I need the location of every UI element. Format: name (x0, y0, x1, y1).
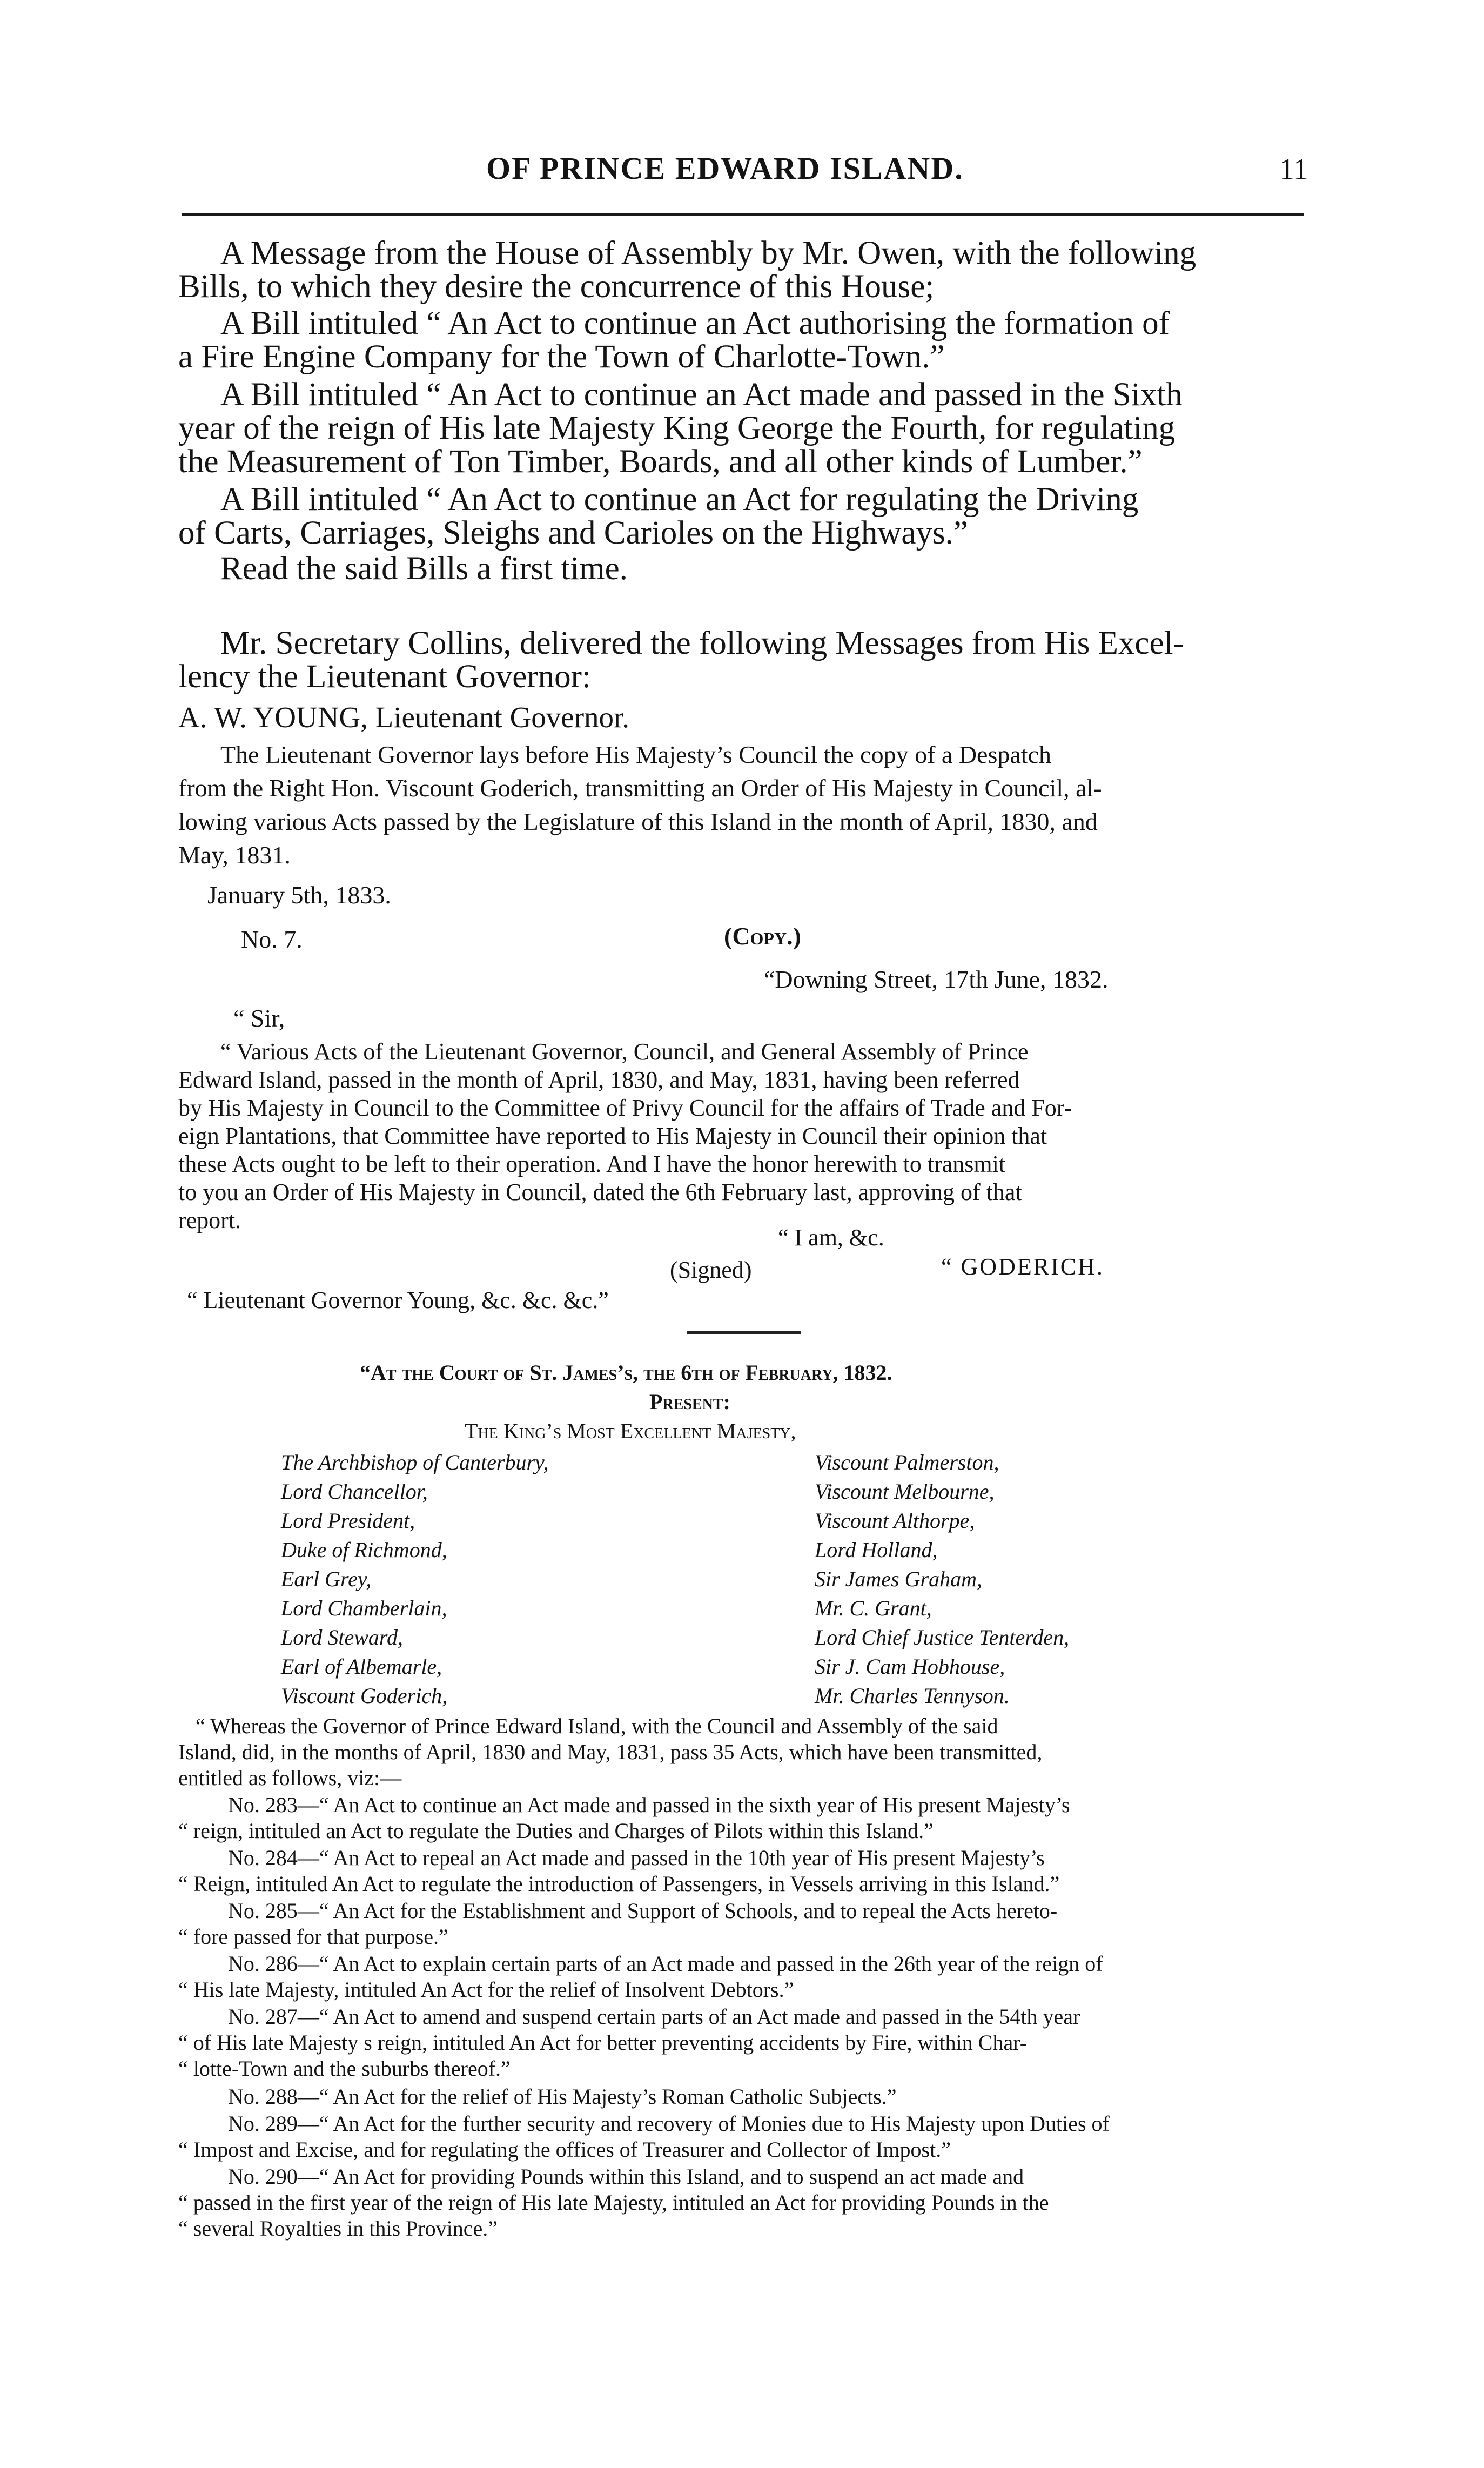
privy-councillor: Viscount Althorpe, (815, 1508, 975, 1533)
signer: “ GODERICH. (941, 1253, 1104, 1280)
privy-councillor: Lord Steward, (281, 1625, 403, 1649)
text-line: A Bill intituled “ An Act to continue an Act made and passed in the Sixth (220, 377, 1183, 413)
act-entry: No. 283—“ An Act to continue an Act made and passed in the sixth year of His present Majesty’s (228, 1793, 1070, 1817)
privy-councillor: Mr. C. Grant, (815, 1596, 932, 1620)
act-entry: “ His late Majesty, intituled An Act for the relief of Insolvent Debtors.” (178, 1977, 794, 2002)
privy-councillor: Sir James Graham, (815, 1567, 982, 1591)
text-line: year of the reign of His late Majesty King George the Fourth, for regulating (178, 410, 1176, 446)
privy-councillor: Earl of Albemarle, (281, 1654, 442, 1679)
act-entry: No. 290—“ An Act for providing Pounds within this Island, and to suspend an act made and (228, 2164, 1024, 2189)
act-entry: No. 289—“ An Act for the further security and recovery of Monies due to His Majesty upon Duties of (228, 2111, 1110, 2136)
section-divider (687, 1331, 801, 1334)
text-line: A Message from the House of Assembly by Mr. Owen, with the following (220, 235, 1197, 271)
text-line: lency the Lieutenant Governor: (178, 659, 591, 695)
text-line: to you an Order of His Majesty in Council, dated the 6th February last, approving of that (178, 1179, 1022, 1205)
privy-councillor: Lord Chamberlain, (281, 1596, 447, 1620)
despatch-number: No. 7. (241, 925, 303, 953)
act-entry: “ Impost and Excise, and for regulating the offices of Treasurer and Collector of Impost.” (178, 2137, 951, 2162)
text-line: the Measurement of Ton Timber, Boards, and all other kinds of Lumber.” (178, 444, 1143, 480)
present-label: Present: (649, 1390, 730, 1414)
text-line: report. (178, 1207, 241, 1233)
privy-councillor: Lord Chancellor, (281, 1479, 428, 1504)
text-line: Bills, to which they desire the concurrence of this House; (178, 269, 935, 305)
act-entry: No. 288—“ An Act for the relief of His Majesty’s Roman Catholic Subjects.” (228, 2084, 897, 2109)
privy-councillor: Viscount Melbourne, (815, 1479, 995, 1504)
header-rule (182, 213, 1304, 216)
text-line: Island, did, in the months of April, 1830 and May, 1831, pass 35 Acts, which have been transmitted, (178, 1740, 1043, 1764)
text-line: eign Plantations, that Committee have reported to His Majesty in Council their opinion that (178, 1123, 1047, 1149)
text-line: “ Various Acts of the Lieutenant Governor, Council, and General Assembly of Prince (220, 1038, 1029, 1065)
privy-councillor: Viscount Palmerston, (815, 1450, 999, 1474)
running-header: OF PRINCE EDWARD ISLAND. (486, 151, 964, 186)
signature-line: A. W. YOUNG, Lieutenant Governor. (178, 701, 630, 734)
act-entry: No. 284—“ An Act to repeal an Act made and passed in the 10th year of His present Majesty’s (228, 1846, 1045, 1870)
addressee: “ Lieutenant Governor Young, &c. &c. &c.” (187, 1287, 609, 1313)
court-heading: “At the Court of St. James’s, the 6th of February, 1832. (360, 1360, 892, 1385)
text-line: from the Right Hon. Viscount Goderich, transmitting an Order of His Majesty in Council, al- (178, 774, 1102, 802)
text-line: A Bill intituled “ An Act to continue an Act for regulating the Driving (220, 481, 1139, 518)
act-entry: “ several Royalties in this Province.” (178, 2216, 498, 2241)
text-line: Read the said Bills a first time. (220, 551, 628, 587)
text-line: of Carts, Carriages, Sleighs and Carioles on the Highways.” (178, 515, 969, 551)
privy-councillor: The Archbishop of Canterbury, (281, 1450, 549, 1474)
privy-councillor: Lord Holland, (815, 1538, 938, 1562)
text-line: May, 1831. (178, 841, 291, 869)
text-line: a Fire Engine Company for the Town of Charlotte-Town.” (178, 339, 945, 375)
text-line: Edward Island, passed in the month of April, 1830, and May, 1831, having been referred (178, 1067, 1020, 1093)
act-entry: “ lotte-Town and the suburbs thereof.” (178, 2056, 511, 2081)
message-date: January 5th, 1833. (207, 881, 391, 909)
king-line: The King’s Most Excellent Majesty, (465, 1419, 796, 1443)
privy-councillor: Earl Grey, (281, 1567, 372, 1591)
despatch-place-date: “Downing Street, 17th June, 1832. (764, 965, 1109, 993)
act-entry: No. 285—“ An Act for the Establishment and Support of Schools, and to repeal the Acts hereto- (228, 1899, 1058, 1923)
act-entry: “ of His late Majesty s reign, intituled An Act for better preventing accidents by Fire, within Char- (178, 2030, 1028, 2055)
closing: “ I am, &c. (778, 1224, 884, 1251)
privy-councillor: Lord President, (281, 1508, 415, 1533)
text-line: A Bill intituled “ An Act to continue an Act authorising the formation of (220, 305, 1170, 341)
text-line: these Acts ought to be left to their operation. And I have the honor herewith to transmit (178, 1151, 1006, 1177)
text-line: The Lieutenant Governor lays before His Majesty’s Council the copy of a Despatch (220, 741, 1051, 768)
act-entry: “ Reign, intituled An Act to regulate the introduction of Passengers, in Vessels arriving in this Island.” (178, 1872, 1060, 1896)
text-line: “ Whereas the Governor of Prince Edward Island, with the Council and Assembly of the said (196, 1714, 998, 1738)
privy-councillor: Mr. Charles Tennyson. (815, 1684, 1010, 1708)
signed-label: (Signed) (670, 1257, 752, 1283)
privy-councillor: Duke of Richmond, (281, 1538, 447, 1562)
act-entry: “ reign, intituled an Act to regulate the Duties and Charges of Pilots within this Island.” (178, 1819, 934, 1843)
act-entry: No. 287—“ An Act to amend and suspend certain parts of an Act made and passed in the 54th year (228, 2004, 1080, 2029)
act-entry: “ passed in the first year of the reign of His late Majesty, intituled an Act for providing Pounds in the (178, 2190, 1049, 2215)
privy-councillor: Lord Chief Justice Tenterden, (815, 1625, 1070, 1649)
text-line: entitled as follows, viz:— (178, 1766, 402, 1790)
text-line: lowing various Acts passed by the Legislature of this Island in the month of April, 1830, and (178, 808, 1098, 835)
act-entry: No. 286—“ An Act to explain certain parts of an Act made and passed in the 26th year of the reign of (228, 1951, 1103, 1976)
salutation: “ Sir, (233, 1004, 285, 1032)
privy-councillor: Viscount Goderich, (281, 1684, 448, 1708)
text-line: by His Majesty in Council to the Committee of Privy Council for the affairs of Trade and For- (178, 1095, 1072, 1121)
text-line: Mr. Secretary Collins, delivered the following Messages from His Excel- (220, 625, 1184, 661)
copy-label: (Copy.) (724, 922, 801, 950)
privy-councillor: Sir J. Cam Hobhouse, (815, 1654, 1005, 1679)
act-entry: “ fore passed for that purpose.” (178, 1924, 448, 1949)
page-number: 11 (1279, 153, 1308, 186)
